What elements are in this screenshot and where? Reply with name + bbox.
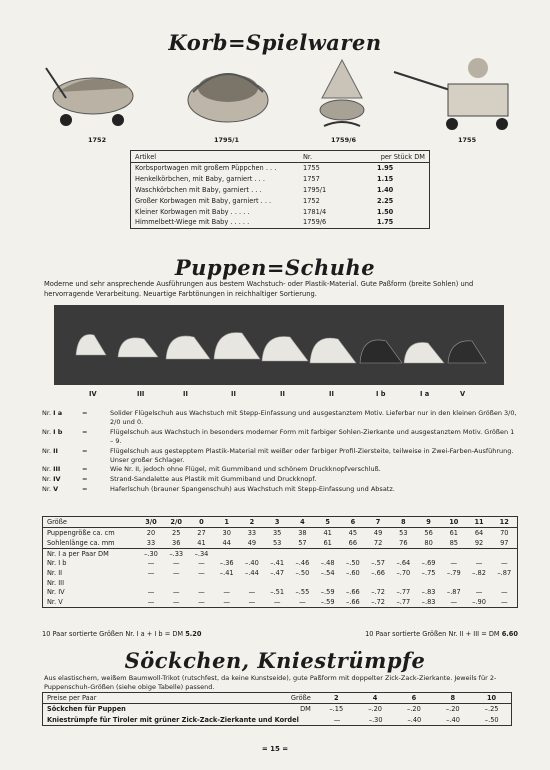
col-header-preise: Preise per Paar (47, 694, 97, 702)
table-cell: –.83 (421, 598, 436, 606)
photo-wiege-1759-6 (312, 58, 372, 134)
shoe-descriptions (42, 409, 518, 495)
row-label: Nr. V (47, 598, 63, 606)
table-cell: –.34 (194, 549, 209, 558)
table-cell: — (198, 598, 205, 606)
photo-caption: 1752 (88, 136, 107, 144)
col-header-size: 2/0 (170, 518, 183, 526)
table-cell: –.72 (371, 588, 385, 597)
cell-artikel: Himmelbett-Wiege mit Baby . . . . . (135, 218, 250, 227)
table-cell: 27 (197, 529, 206, 537)
col-header-size: 4 (372, 694, 378, 702)
table-cell: 72 (373, 539, 383, 547)
col-header-size: 12 (499, 518, 509, 526)
table-cell: — (172, 588, 180, 597)
table-cell: –.51 (270, 588, 285, 597)
desc-text: Strand-Sandalette aus Plastik mit Gummiband und Druckknopf. (110, 475, 317, 484)
cell-nr: 1795/1 (303, 185, 327, 194)
table-cell: 38 (298, 529, 307, 537)
shoe-label-row (54, 390, 504, 400)
table-cell: 53 (399, 529, 408, 537)
cell-price: 1.95 (377, 164, 394, 173)
socken-price-table (42, 692, 512, 726)
col-header-size: 5 (325, 518, 330, 526)
table-row (43, 558, 517, 568)
table-cell: –.77 (396, 588, 411, 597)
desc-text: Solider Flügelschuh aus Wachstuch mit Stepp-Einfassung und ausgestanztem Motiv. Lieferbar nur in den kleinen Größen 3/0, 2/0 und 0. (110, 409, 517, 427)
desc-nr: Nr. (42, 475, 54, 484)
description-item (42, 409, 518, 428)
table-cell: –.33 (169, 549, 184, 558)
table-header (43, 517, 517, 528)
table-row (43, 528, 517, 538)
summary-right-text: 10 Paar sortierte Größen Nr. II + III = DM (365, 630, 500, 638)
table-cell: –.54 (320, 569, 335, 577)
row-label: Nr. III (47, 578, 65, 587)
table-cell: — (450, 598, 458, 606)
table-cell: –.25 (484, 705, 499, 714)
table-cell: — (198, 588, 205, 597)
section-title-socken: Söckchen, Kniestrümpfe (124, 648, 426, 673)
table-cell: 33 (247, 529, 257, 537)
table-cell: — (475, 559, 483, 567)
col-header-size: 10 (449, 518, 459, 526)
table-cell: –.70 (396, 569, 411, 577)
table-cell: 25 (172, 529, 181, 537)
table-cell: — (198, 569, 205, 577)
col-header-size: 0 (199, 518, 204, 526)
table-row (131, 195, 429, 206)
table-cell: 44 (222, 539, 231, 547)
shoe-label: II (329, 390, 334, 398)
cell-nr: 1759/6 (303, 218, 327, 227)
col-header-groesse: Größe (290, 694, 311, 702)
table-cell: –.77 (396, 598, 411, 606)
table-cell: 66 (348, 539, 358, 547)
row-label: Nr. IV (47, 588, 65, 597)
table-cell: –.59 (320, 598, 335, 606)
table-cell: — (147, 598, 155, 606)
desc-eq: = (82, 485, 88, 494)
col-header-groesse: Größe (47, 518, 67, 526)
col-header-size: 3 (274, 518, 280, 526)
socken-intro-text: Aus elastischem, weißem Baumwoll-Trikot (rutschfest, da keine Kunstseide), gute Paßform mit doppelter Zick-Zack-Zierkante. Jeweils für 2-Puppenschuh-Größen (siehe obige Tabelle) passend. (44, 674, 497, 691)
korb-price-table (130, 150, 430, 229)
desc-nr: Nr. (42, 409, 54, 417)
table-cell: –.87 (497, 569, 512, 577)
description-item (42, 475, 518, 485)
cell-artikel: Waschkörbchen mit Baby, garniert . . . (135, 185, 262, 194)
table-cell: –.46 (295, 559, 310, 567)
sortiment-summary (42, 630, 518, 638)
table-cell: — (147, 588, 155, 597)
summary-left-value: 5.20 (185, 630, 202, 638)
table-cell: — (223, 588, 230, 597)
table-cell: –.59 (320, 588, 335, 597)
table-cell: –.20 (407, 705, 421, 714)
row-label: Sohlenlänge ca. mm (47, 539, 115, 547)
table-cell: — (500, 598, 508, 606)
table-row (43, 568, 517, 578)
col-header-size: 2 (333, 694, 339, 702)
table-cell: 76 (399, 539, 408, 547)
table-cell: –.41 (219, 569, 234, 577)
col-header-size: 8 (450, 694, 456, 702)
cell-price: 2.25 (377, 196, 394, 205)
desc-nr: Nr. (42, 485, 54, 494)
desc-nr: Nr. (42, 446, 54, 455)
desc-nr: Nr. (42, 427, 54, 436)
table-row (131, 163, 429, 174)
table-cell: 57 (298, 539, 307, 547)
desc-text: Wie Nr. II, jedoch ohne Flügel, mit Gummiband und schönem Druckknopfverschluß. (110, 465, 381, 474)
row-label: Söckchen für Puppen (47, 705, 126, 714)
table-cell: –.20 (445, 705, 460, 714)
desc-eq: = (82, 427, 88, 436)
table-cell: — (475, 588, 483, 597)
desc-code: I b (53, 427, 63, 436)
table-row (43, 578, 517, 588)
desc-eq: = (82, 446, 88, 455)
table-cell: — (147, 559, 155, 567)
table-header (131, 151, 429, 163)
summary-right (365, 630, 518, 638)
shoe-label: IV (89, 390, 97, 398)
photo-caption: 1759/6 (331, 136, 356, 144)
desc-code: I a (53, 409, 63, 417)
row-label: Puppengröße ca. cm (47, 529, 115, 537)
desc-text: Flügelschuh aus gestepptem Plastik-Material mit weißer oder farbiger Profil-Ziersteite, teilweise in Zwei-Farben-Ausführung. Unser großer Schlager. (110, 446, 514, 464)
shoe-label: I b (376, 390, 386, 398)
desc-eq: = (82, 475, 88, 484)
table-cell: –.60 (345, 569, 360, 577)
cell-price: 1.50 (377, 207, 394, 216)
desc-code: III (53, 465, 61, 474)
table-cell: –.66 (345, 598, 360, 606)
shoe-label: I a (420, 390, 430, 398)
photo-caption: 1755 (458, 136, 477, 144)
shoe-label: II (231, 390, 236, 398)
table-cell: — (450, 559, 458, 567)
table-cell: 20 (146, 529, 156, 537)
col-header-size: 4 (300, 518, 305, 526)
table-cell: 61 (449, 529, 458, 537)
cell-nr: 1757 (303, 175, 320, 184)
table-cell: — (172, 559, 180, 567)
table-cell: — (273, 598, 281, 606)
col-header-size: 9 (426, 518, 431, 526)
description-item (42, 465, 518, 475)
table-row (43, 538, 517, 548)
table-cell: — (147, 569, 155, 577)
shoe-label: II (280, 390, 285, 398)
page-number: = 15 = (261, 745, 289, 753)
col-header-price: per Stück DM (380, 152, 425, 161)
table-header (43, 693, 511, 704)
table-cell: –.57 (371, 559, 385, 567)
table-cell: –.47 (270, 569, 285, 577)
photo-waschkoerbchen-1795-1 (183, 58, 273, 128)
section-title-korb: Korb=Spielwaren (168, 30, 382, 55)
table-cell: — (333, 715, 341, 724)
table-cell: 45 (348, 529, 358, 537)
desc-text: Haferlschuh (brauner Spangenschuh) aus Wachstuch mit Stepp-Einfassung und Absatz. (110, 485, 395, 494)
table-cell: –.48 (320, 559, 335, 567)
col-header-size: 6 (411, 694, 417, 702)
section-title-puppen: Puppen=Schuhe (174, 255, 376, 280)
cell-price: 1.40 (377, 185, 394, 194)
desc-nr: Nr. (42, 465, 54, 474)
desc-code: II (53, 446, 58, 455)
desc-code: V (53, 485, 59, 494)
col-header-size: 7 (375, 518, 381, 526)
table-cell: 49 (247, 539, 257, 547)
col-header-size: 8 (401, 518, 406, 526)
shoe-label: III (137, 390, 145, 398)
cell-price: 1.15 (377, 175, 394, 184)
table-row (43, 597, 517, 607)
table-cell: –.30 (144, 549, 158, 558)
table-cell: –.40 (446, 715, 460, 724)
table-cell: –.15 (329, 705, 344, 714)
table-row (131, 185, 429, 196)
table-row (43, 704, 511, 715)
table-cell: — (248, 588, 256, 597)
table-cell: 80 (424, 539, 433, 547)
photo-caption: 1795/1 (214, 136, 239, 144)
table-cell: — (500, 588, 508, 597)
table-row (131, 217, 429, 228)
table-cell: –.20 (368, 705, 382, 714)
cell-nr: 1755 (303, 164, 320, 173)
table-cell: 85 (449, 539, 458, 547)
table-cell: 70 (500, 529, 509, 537)
table-cell: — (299, 598, 306, 606)
desc-eq: = (82, 465, 88, 474)
table-cell: –.40 (245, 559, 259, 567)
table-cell: –.40 (407, 715, 422, 724)
table-cell: –.69 (421, 559, 436, 567)
table-row (131, 174, 429, 185)
col-header-size: 1 (224, 518, 229, 526)
summary-right-value: 6.60 (501, 630, 518, 638)
table-row (131, 206, 429, 217)
table-cell: –.50 (345, 559, 360, 567)
col-header-size: 3/0 (145, 518, 157, 526)
cell-price: 1.75 (377, 218, 394, 227)
table-cell: 97 (500, 539, 509, 547)
table-cell: 36 (172, 539, 181, 547)
table-cell: –.41 (270, 559, 285, 567)
col-header-size: 2 (249, 518, 255, 526)
puppen-intro-text: Moderne und sehr ansprechende Ausführungen aus bestem Wachstuch- oder Plastik-Material. Gute Paßform (breite Sohlen) und hervorragende Verarbeitung. Neuartige Farbtönungen in reichhaltiger Sortierung. (44, 280, 474, 298)
table-cell: –.72 (371, 598, 385, 606)
table-cell: 64 (474, 529, 484, 537)
photo-korbwagen-1752 (38, 58, 138, 130)
summary-left-text: 10 Paar sortierte Größen Nr. I a + I b = DM (42, 630, 184, 638)
table-cell: 61 (323, 539, 332, 547)
table-row (43, 548, 517, 558)
table-cell: 56 (424, 529, 433, 537)
photo-puppen-schuhe (54, 305, 504, 385)
table-cell: 92 (474, 539, 484, 547)
table-cell: — (172, 598, 180, 606)
row-label: Kniestrümpfe für Tiroler mit grüner Zick-Zack-Zierkante und Kordel (47, 715, 299, 724)
desc-code: IV (53, 475, 61, 484)
description-item (42, 485, 518, 495)
desc-eq: = (82, 409, 88, 417)
table-cell: 53 (272, 539, 282, 547)
description-item (42, 428, 518, 447)
cell-artikel: Henkelkörbchen, mit Baby, garniert . . . (135, 175, 265, 184)
table-cell: — (172, 569, 180, 577)
col-header-size: 11 (474, 518, 484, 526)
photo-korbsportwagen-1755 (390, 50, 522, 134)
row-label: Nr. II (47, 569, 63, 577)
table-cell: –.30 (368, 715, 383, 724)
table-cell: –.64 (396, 559, 411, 567)
table-cell: –.66 (371, 569, 385, 577)
table-cell: –.66 (345, 588, 360, 597)
table-row (43, 715, 511, 726)
shoe-label: II (183, 390, 188, 398)
row-label: Nr. I b (47, 559, 67, 567)
col-header-nr: Nr. (303, 152, 313, 161)
shoe-label: V (460, 390, 466, 398)
cell-nr: 1781/4 (303, 207, 327, 216)
summary-left (42, 630, 201, 638)
table-cell: –.83 (421, 588, 436, 597)
table-cell: 41 (197, 539, 206, 547)
table-cell: –.90 (472, 598, 486, 606)
table-cell: — (223, 598, 230, 606)
table-cell: –.87 (446, 588, 461, 597)
desc-text: Flügelschuh aus Wachstuch in besonders moderner Form mit farbiger Sohlen-Zierkante und ausgestanztem Motiv. Größen 1 – 9. (110, 427, 515, 446)
table-cell: — (500, 559, 508, 567)
table-cell: –.36 (219, 559, 234, 567)
col-header-size: 6 (350, 518, 356, 526)
table-cell: 49 (373, 529, 383, 537)
table-cell: 35 (272, 529, 282, 537)
table-cell: — (248, 598, 256, 606)
table-cell: –.75 (421, 569, 436, 577)
col-header-size: 10 (486, 694, 497, 702)
table-cell: 30 (222, 529, 231, 537)
table-row (43, 588, 517, 598)
table-cell: 33 (146, 539, 156, 547)
description-item (42, 447, 518, 466)
table-cell: –.55 (295, 588, 310, 597)
table-cell: –.50 (484, 715, 499, 724)
table-cell: — (198, 559, 205, 567)
row-unit: DM (300, 705, 311, 714)
table-cell: –.82 (472, 569, 486, 577)
table-cell: 41 (323, 529, 332, 537)
row-label: Nr. I a per Paar DM (47, 549, 109, 558)
table-cell: –.50 (295, 569, 310, 577)
col-header-artikel: Artikel (135, 152, 157, 161)
cell-artikel: Kleiner Korbwagen mit Baby . . . . . (135, 207, 250, 216)
table-cell: –.44 (245, 569, 259, 577)
table-cell: –.79 (446, 569, 461, 577)
cell-nr: 1752 (303, 196, 320, 205)
cell-artikel: Korbsportwagen mit großem Püppchen . . . (135, 164, 277, 173)
cell-artikel: Großer Korbwagen mit Baby, garniert . . . (135, 196, 272, 205)
shoe-size-price-table (42, 516, 518, 608)
